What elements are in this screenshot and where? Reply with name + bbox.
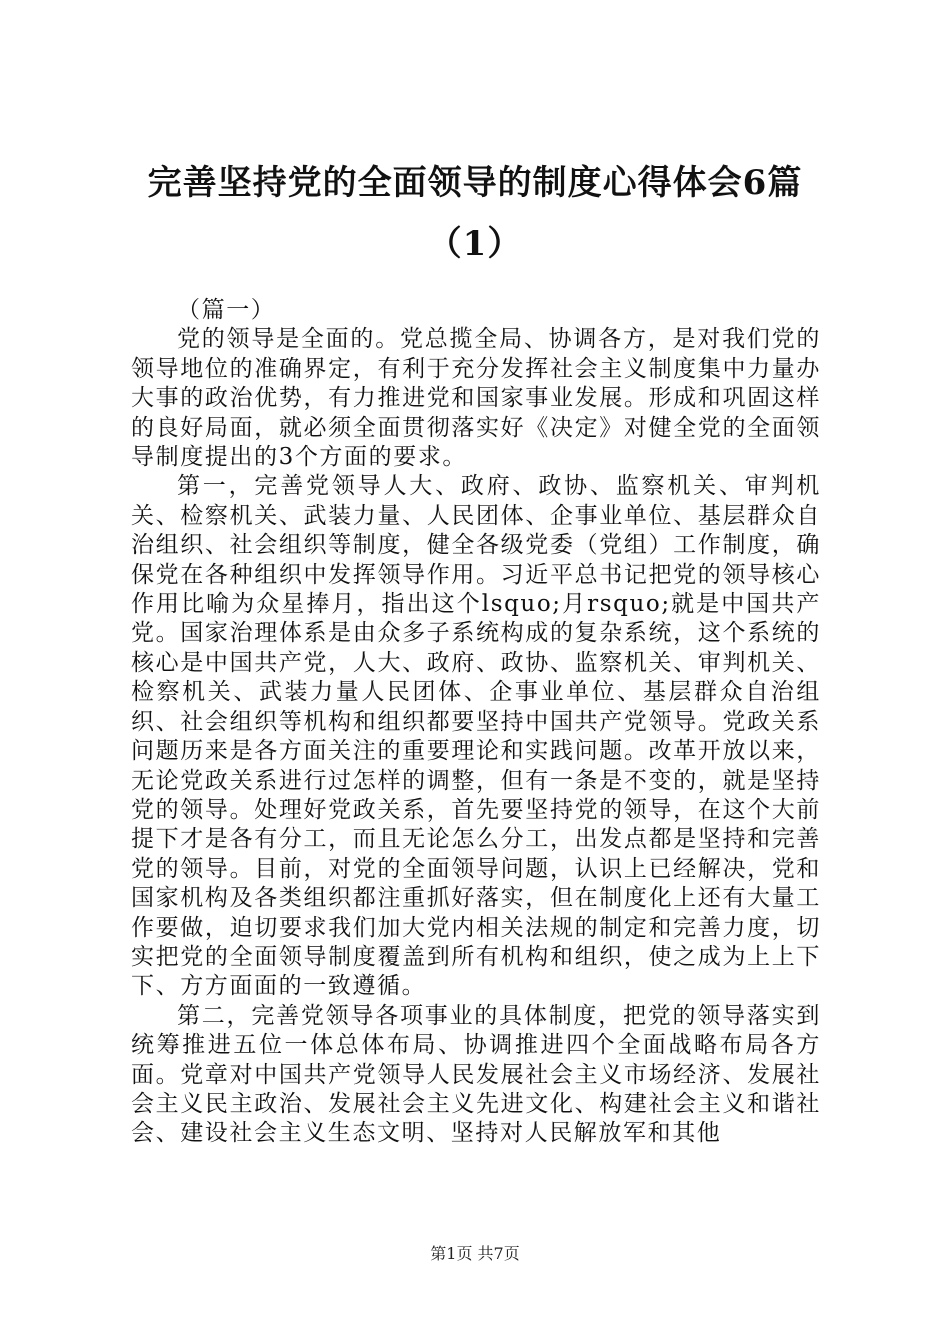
document-body bbox=[131, 296, 821, 1149]
paragraph-3: 第二，完善党领导各项事业的具体制度，把党的领导落实到统筹推进五位一体总体布局、协调推进四个全面战略布局各方面。党章对中国共产党领导人民发展社会主义市场经济、发展社会主义民主政治、发展社会主义先进文化、构建社会主义和谐社会、建设社会主义生态文明、坚持对人民解放军和其他 bbox=[131, 1002, 821, 1147]
paragraph-2: 第一，完善党领导人大、政府、政协、监察机关、审判机关、检察机关、武装力量、人民团体、企事业单位、基层群众自治组织、社会组织等制度，健全各级党委（党组）工作制度，确保党在各种组织中发挥领导作用。习近平总书记把党的领导核心作用比喻为众星捧月，指出这个lsquo;月rsquo;就是中国共产党。国家治理体系是由众多子系统构成的复杂系统，这个系统的核心是中国共产党，人大、政府、政协、监察机关、审判机关、检察机关、武装力量人民团体、企事业单位、基层群众自治组织、社会组织等机构和组织都要坚持中国共产党领导。党政关系问题历来是各方面关注的重要理论和实践问题。改革开放以来，无论党政关系进行过怎样的调整，但有一条是不变的，就是坚持党的领导。处理好党政关系，首先要坚持党的领导，在这个大前提下才是各有分工，而且无论怎么分工，出发点都是坚持和完善党的领导。目前，对党的全面领导问题，认识上已经解决，党和国家机构及各类组织都注重抓好落实，但在制度化上还有大量工作要做，迫切要求我们加大党内相关法规的制定和完善力度，切实把党的全面领导制度覆盖到所有机构和组织，使之成为上上下下、方方面面的一致遵循。 bbox=[131, 473, 821, 1000]
document-title: 完善坚持党的全面领导的制度心得体会6篇 bbox=[147, 163, 803, 203]
document-title-continued: （1） bbox=[427, 224, 523, 264]
section-label: （篇一） bbox=[177, 297, 276, 323]
page-number-footer: 第1页 共7页 bbox=[430, 1244, 520, 1263]
paragraph-1: 党的领导是全面的。党总揽全局、协调各方，是对我们党的领导地位的准确界定，有利于充分发挥社会主义制度集中力量办大事的政治优势，有力推进党和国家事业发展。形成和巩固这样的良好局面，就必须全面贯彻落实好《决定》对健全党的全面领导制度提出的3个方面的要求。 bbox=[131, 326, 821, 471]
